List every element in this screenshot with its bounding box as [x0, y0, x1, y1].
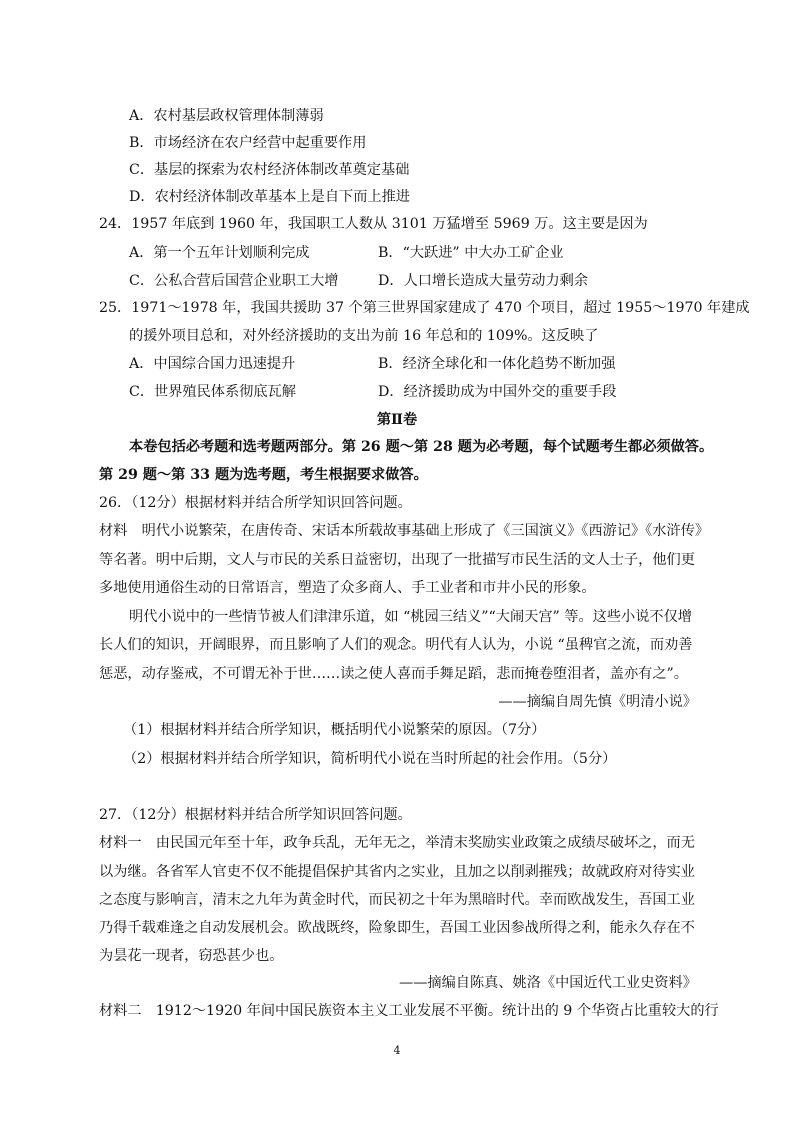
q26-material-line5: 长人们的知识，开阔眼界，而且影响了人们的观念。明代有人认为，小说 “虽稗官之流，而劝善: [99, 637, 693, 653]
q27-material1-line1: 材料一 由民国元年至十年，政争兵乱，无年无之，举清末奖励实业政策之成绩尽破坏之，而无: [99, 835, 695, 851]
q23-option-b: B．市场经济在农户经营中起重要作用: [129, 135, 367, 151]
q23-option-c: C．基层的探索为农村经济体制改革奠定基础: [129, 162, 410, 178]
q25-option-c: C．世界殖民体系彻底瓦解: [129, 384, 296, 400]
q25-option-d: D．经济援助成为中国外交的重要手段: [378, 384, 617, 400]
q27-material2-line1: 材料二 1912～1920 年间中国民族资本主义工业发展不平衡。统计出的 9 个华资占比重较大的行: [99, 1003, 719, 1019]
q27-material1-line2: 以为继。各省军人官吏不仅不能提倡保护其省内之实业，且加之以削剥摧残；故就政府对待实业: [99, 864, 695, 880]
section-2-title: 第Ⅱ卷: [376, 412, 418, 428]
q23-option-d: D．农村经济体制改革基本上是自下而上推进: [129, 189, 410, 205]
section-2-note-line2: 第 29 题～第 33 题为选考题，考生根据要求做答。: [99, 467, 428, 483]
q27-material1-line3: 之态度与影响言，清末之九年为黄金时代，而民初之十年为黑暗时代。幸而欧战发生，吾国工业: [99, 892, 695, 908]
q24-option-d: D．人口增长造成大量劳动力剩余: [378, 273, 589, 289]
page-number: 4: [393, 1044, 401, 1057]
q27-material1-line5: 为昙花一现者，窃恐甚少也。: [99, 948, 284, 964]
q26-material-line4: 明代小说中的一些情节被人们津津乐道，如 “桃园三结义”“大闹天宫” 等。这些小说不仅增: [129, 609, 692, 625]
q24-stem: 24．1957 年底到 1960 年，我国职工人数从 3101 万猛增至 5969 万。这主要是因为: [99, 216, 648, 232]
q26-material-line2: 等名著。明中后期，文人与市民的关系日益密切，出现了一批描写市民生活的文人士子，他们更: [99, 552, 695, 568]
q24-option-b: B．“大跃进” 中大办工矿企业: [378, 245, 564, 261]
q26-subquestion-1: （1）根据材料并结合所学知识，概括明代小说繁荣的原因。（7分）: [123, 722, 546, 738]
q26-header: 26．（12分）根据材料并结合所学知识回答问题。: [99, 495, 412, 511]
q25-stem-line2: 的援外项目总和，对外经济援助的支出为前 16 年总和的 109%。这反映了: [129, 328, 599, 344]
q27-header: 27．（12分）根据材料并结合所学知识回答问题。: [99, 807, 412, 823]
q26-source: ——摘编自周先慎《明清小说》: [498, 694, 697, 710]
q24-option-c: C．公私合营后国营企业职工大增: [129, 273, 339, 289]
q25-option-a: A．中国综合国力迅速提升: [129, 356, 296, 372]
q26-material-line1: 材料 明代小说繁荣，在唐传奇、宋话本所载故事基础上形成了《三国演义》《西游记》《水浒传》: [99, 523, 710, 539]
q25-stem-line1: 25．1971～1978 年，我国共援助 37 个第三世界国家建成了 470 个项目，超过 1955～1970 年建成: [99, 300, 750, 316]
q27-material1-line4: 乃得千载难逢之自动发展机会。欧战既终，险象即生，吾国工业因参战所得之利，能永久存在不: [99, 920, 695, 936]
q23-option-a: A．农村基层政权管理体制薄弱: [129, 108, 324, 124]
q26-subquestion-2: （2）根据材料并结合所学知识，简析明代小说在当时所起的社会作用。（5分）: [123, 751, 617, 767]
q27-material1-source: ——摘编自陈真、姚洛《中国近代工业史资料》: [399, 975, 697, 991]
q25-option-b: B．经济全球化和一体化趋势不断加强: [378, 356, 616, 372]
q26-material-line6: 惩恶，动存鉴戒，不可谓无补于世……读之使人喜而手舞足蹈，悲而掩卷堕泪者，盖亦有之”。: [99, 666, 688, 682]
q24-option-a: A．第一个五年计划顺利完成: [129, 245, 310, 261]
section-2-note-line1: 本卷包括必考题和选考题两部分。第 26 题～第 28 题为必考题，每个试题考生都必须做答。: [129, 439, 714, 455]
q26-material-line3: 多地使用通俗生动的日常语言，塑造了众多商人、手工业者和市井小民的形象。: [99, 580, 596, 596]
